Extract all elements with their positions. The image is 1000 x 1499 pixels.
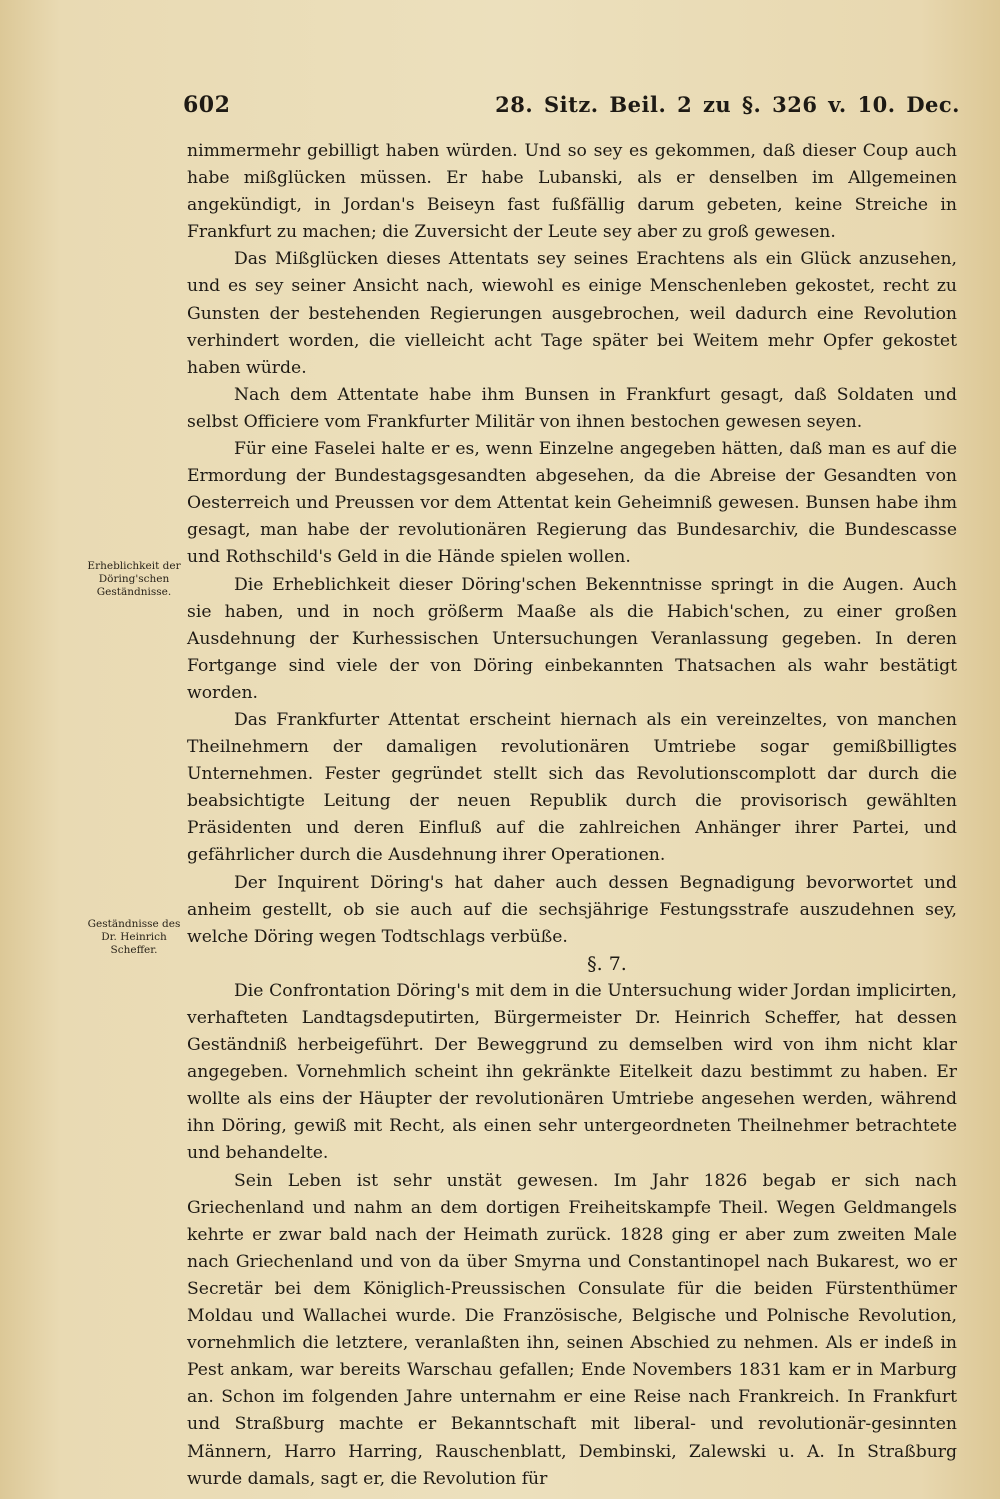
paragraph: Für eine Faselei halte er es, wenn Einzelne angegeben hätten, daß man es auf die Ermordung der Bundestagsgesandten abgesehen, da die Abreise der Gesandten von Oesterreich und Preussen vor dem Attentat kein Geheimniß gewesen. Bunsen habe ihm gesagt, man habe der revolutionären Regierung das Bundesarchiv, die Bundescasse und Rothschild's Geld in die Hände spielen wollen. [187,439,957,568]
margin-note-gestaendnisse: Geständnisse des Dr. Heinrich Scheffer. [87,918,181,956]
section-heading: §. 7. [587,952,627,975]
paragraph: Der Inquirent Döring's hat daher auch dessen Begnadigung bevorwortet und anheim gestellt, ob sie auch auf die sechsjährige Festungsstrafe auszudehnen sey, welche Döring wegen Todtschlags verbüße. [187,872,957,947]
paragraph: Nach dem Attentate habe ihm Bunsen in Frankfurt gesagt, daß Soldaten und selbst Officiere vom Frankfurter Militär von ihnen bestochen gewesen seyen. [187,384,957,432]
paragraph: Das Frankfurter Attentat erscheint hiernach als ein vereinzeltes, von manchen Theilnehmern der damaligen revolutionären Umtriebe sogar gemißbilligtes Unternehmen. Fester gegründet stellt sich das Revolutionscomplott dar durch die beabsichtigte Leitung der neuen Republik durch die provisorisch gewählten Präsidenten und deren Einfluß auf die zahlreichen Anhänger ihrer Partei, und gefährlicher durch die Ausdehnung ihrer Operationen. [187,709,957,866]
paragraph: Die Confrontation Döring's mit dem in die Untersuchung wider Jordan implicirten, verhafteten Landtagsdeputirten, Bürgermeister Dr. Heinrich Scheffer, hat dessen Geständniß herbeigeführt. Der Beweggrund zu demselben wird von ihm nicht klar angegeben. Vornehmlich scheint ihn gekränkte Eitelkeit dazu bestimmt zu haben. Er wollte als eins der Häupter der revolutionären Umtriebe angesehen werden, während ihn Döring, gewiß mit Recht, als einen sehr untergeordneten Theilnehmer betrachtete und behandelte. [187,980,957,1164]
page-number: 602 [183,92,231,118]
paragraph: Die Erheblichkeit dieser Döring'schen Bekenntnisse springt in die Augen. Auch sie haben, und in noch größerm Maaße als die Habich'schen, zu einer großen Ausdehnung der Kurhessischen Untersuchungen Veranlassung gegeben. In deren Fortgange sind viele der von Döring einbekannten Thatsachen als wahr bestätigt worden. [187,574,957,703]
running-head: 28. Sitz. Beil. 2 zu §. 326 v. 10. Dec. [495,92,960,117]
page-header [183,92,960,124]
paragraph: nimmermehr gebilligt haben würden. Und so sey es gekommen, daß dieser Coup auch habe mißglücken müssen. Er habe Lubanski, als er denselben im Allgemeinen angekündigt, in Jordan's Beiseyn fast fußfällig darum gebeten, keine Streiche in Frankfurt zu machen; die Zuversicht der Leute sey aber zu groß gewesen. [187,141,957,243]
margin-note-erheblichkeit: Erheblichkeit der Döring'schen Geständnisse. [87,560,181,598]
paragraph: Sein Leben ist sehr unstät gewesen. Im Jahr 1826 begab er sich nach Griechenland und nahm an dem dortigen Freiheitskampfe Theil. Wegen Geldmangels kehrte er zwar bald nach der Heimath zurück. 1828 ging er aber zum zweiten Male nach Griechenland und von da über Smyrna und Constantinopel nach Bukarest, wo er Secretär bei dem Königlich-Preussischen Consulate für die beiden Fürstenthümer Moldau und Wallachei wurde. Die Französische, Belgische und Polnische Revolution, vornehmlich die letztere, veranlaßten ihn, seinen Abschied zu nehmen. Als er indeß in Pest ankam, war bereits Warschau gefallen; Ende Novembers 1831 kam er in Marburg an. Schon im folgenden Jahre unternahm er eine Reise nach Frankreich. In Frankfurt und Straßburg machte er Bekanntschaft mit liberal- und revolutionär-gesinnten Männern, Harro Harring, Rauschenblatt, Dembinski, Zalewski u. A. In Straßburg wurde damals, sagt er, die Revolution für [187,1170,957,1489]
paragraph: Das Mißglücken dieses Attentats sey seines Erachtens als ein Glück anzusehen, und es sey seiner Ansicht nach, wiewohl es einige Menschenleben gekostet, recht zu Gunsten der bestehenden Regierungen ausgebrochen, weil dadurch eine Revolution verhindert worden, die vielleicht acht Tage später bei Weitem mehr Opfer gekostet haben würde. [187,249,957,378]
body-text [187,138,957,1493]
